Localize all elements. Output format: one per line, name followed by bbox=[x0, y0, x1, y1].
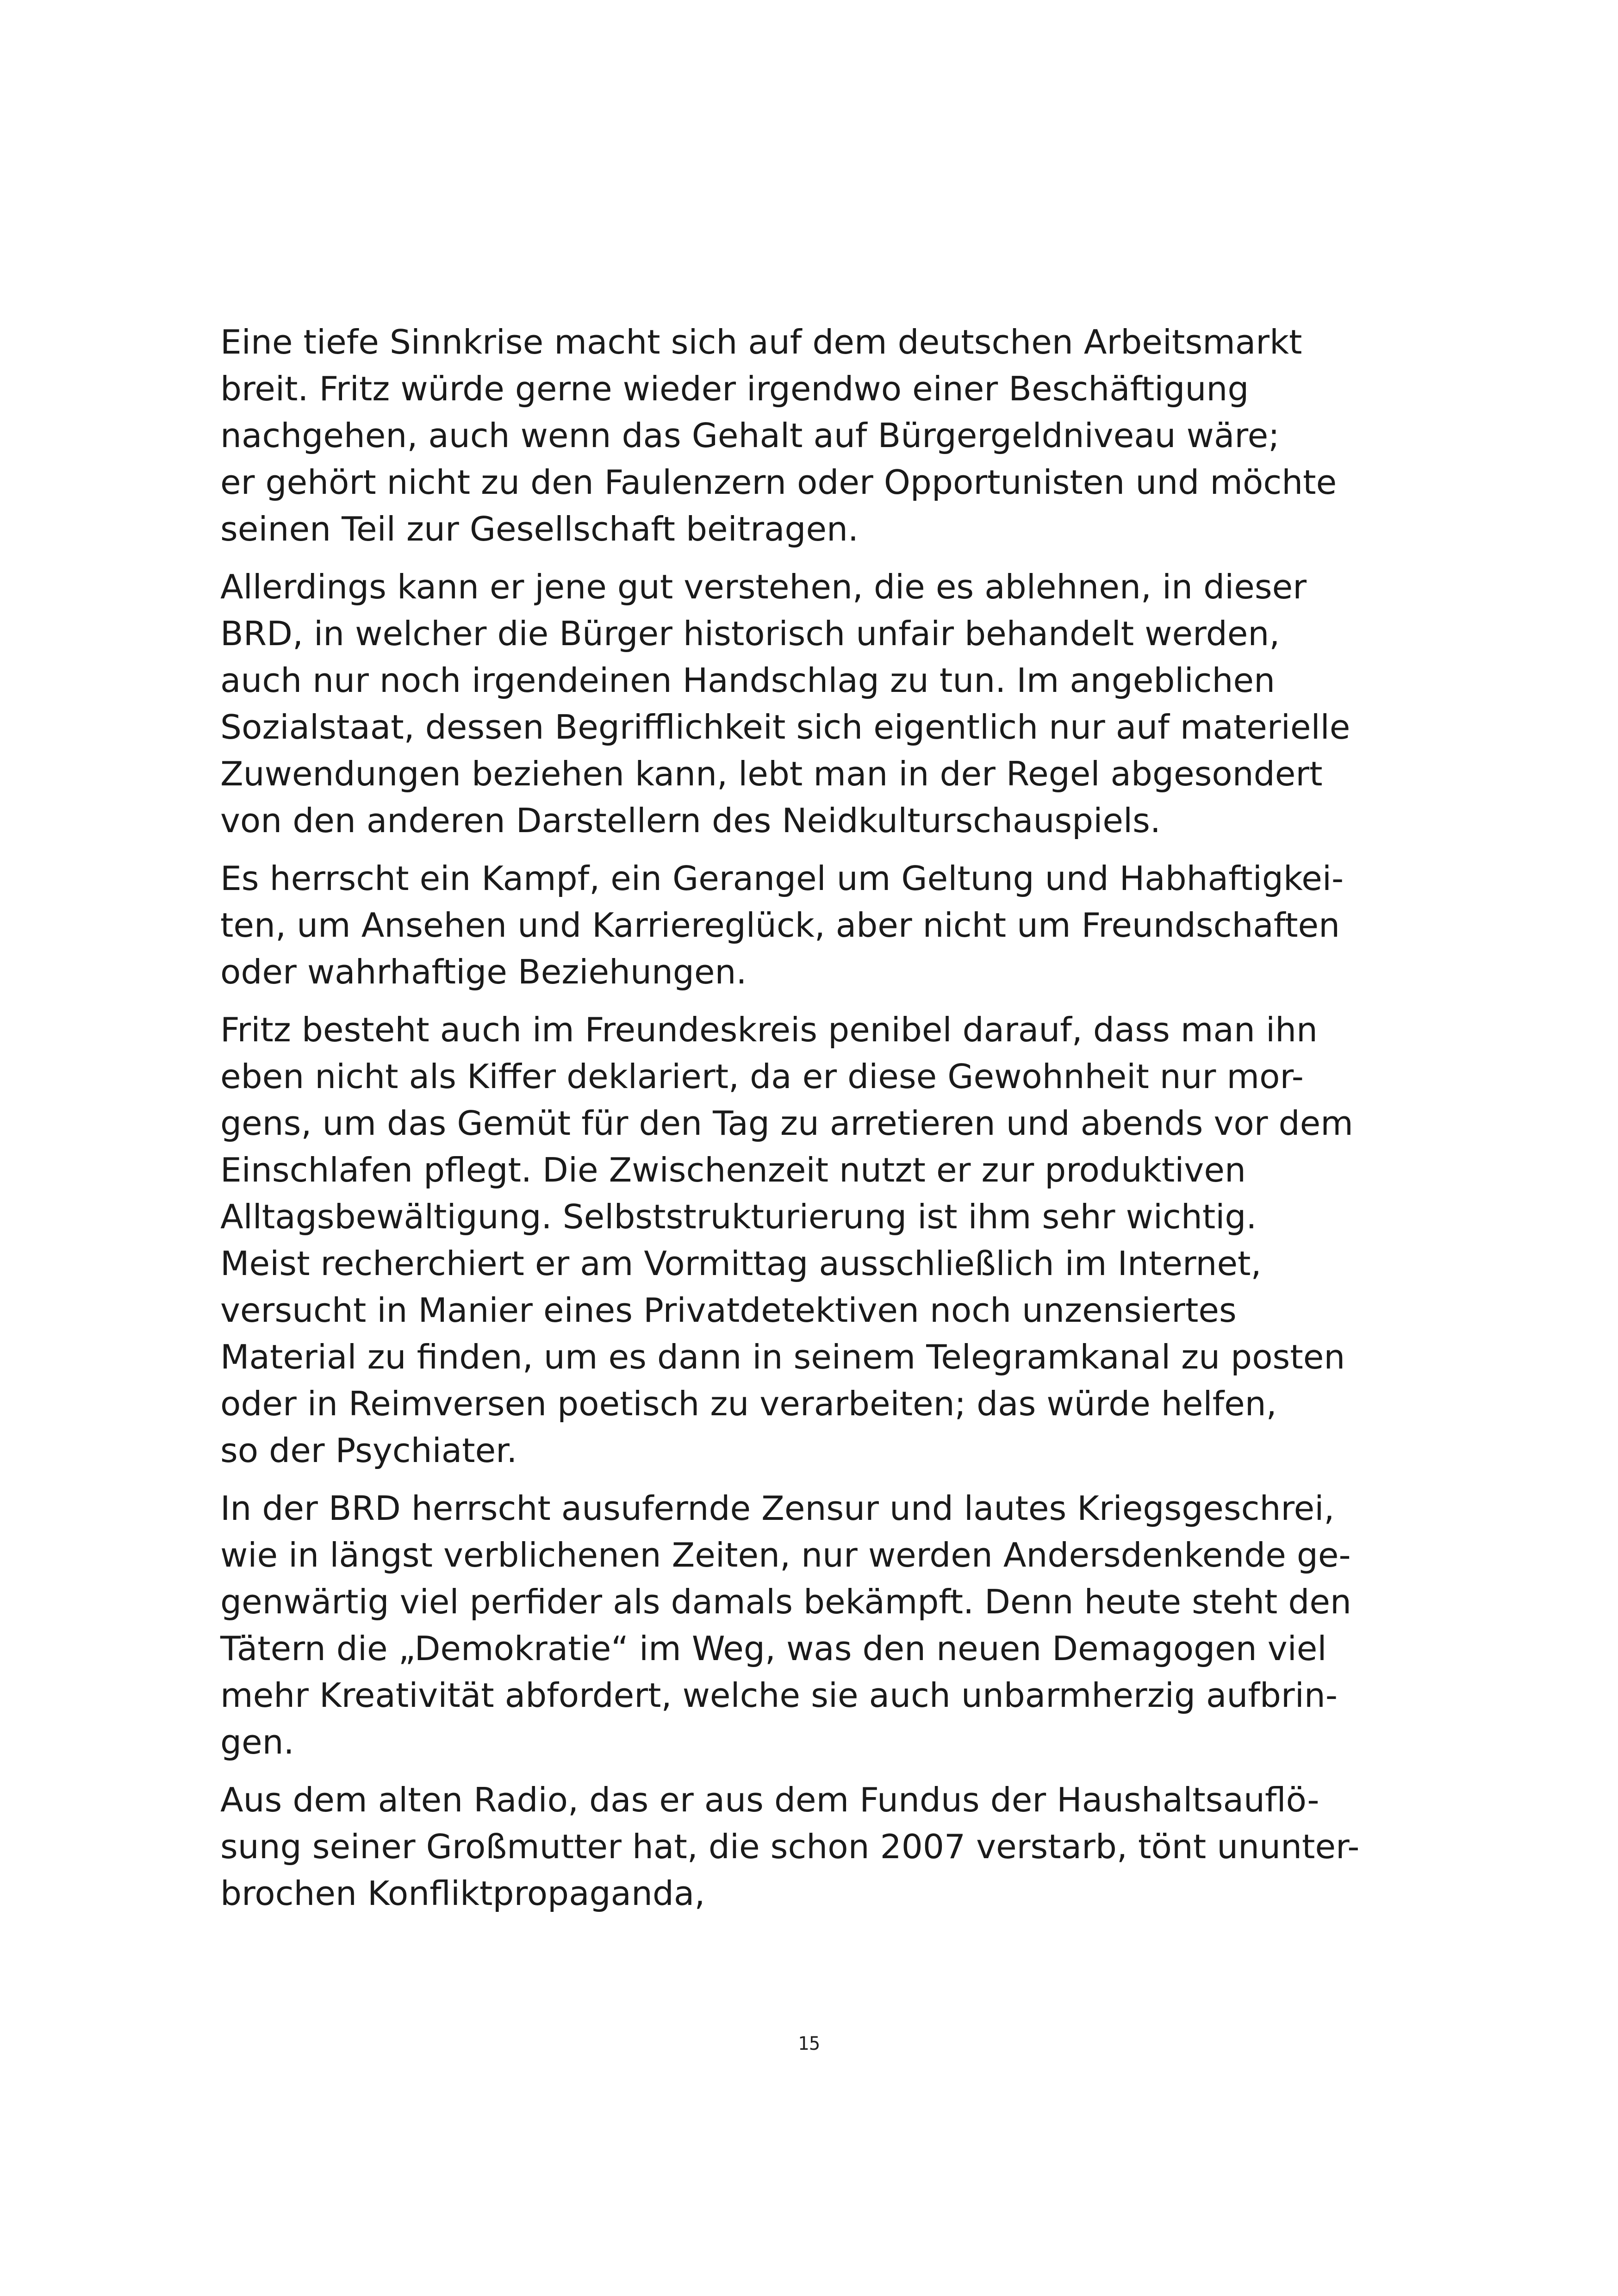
text-line: breit. Fritz würde gerne wieder irgendwo einer Beschäftigung bbox=[220, 370, 1249, 409]
text-line: Allerdings kann er jene gut verstehen, die es ablehnen, in dieser bbox=[220, 568, 1307, 607]
text-line: Sozialstaat, dessen Begrifflichkeit sich eigentlich nur auf materielle bbox=[220, 708, 1350, 747]
text-line: BRD, in welcher die Bürger historisch unfair behandelt werden, bbox=[220, 615, 1280, 653]
text-line: Einschlafen pflegt. Die Zwischenzeit nutzt er zur produktiven bbox=[220, 1151, 1246, 1190]
text-line: oder in Reimversen poetisch zu verarbeiten; das würde helfen, bbox=[220, 1385, 1277, 1424]
text-line: Zuwendungen beziehen kann, lebt man in der Regel abgesondert bbox=[220, 755, 1323, 794]
text-line: brochen Konfliktpropaganda, bbox=[220, 1874, 705, 1913]
text-line: Alltagsbewältigung. Selbststrukturierung ist ihm sehr wichtig. bbox=[220, 1198, 1257, 1237]
text-line: sung seiner Großmutter hat, die schon 2007 verstarb, tönt ununter- bbox=[220, 1828, 1360, 1867]
text-line: gen. bbox=[220, 1723, 294, 1762]
text-line: er gehört nicht zu den Faulenzern oder Opportunisten und möchte bbox=[220, 463, 1337, 502]
paragraph bbox=[220, 1007, 1424, 1475]
text-line: oder wahrhaftige Beziehungen. bbox=[220, 953, 747, 992]
paragraph bbox=[220, 319, 1424, 553]
paragraph bbox=[220, 1486, 1424, 1766]
text-line: wie in längst verblichenen Zeiten, nur werden Andersdenkende ge- bbox=[220, 1536, 1351, 1575]
paragraph bbox=[220, 856, 1424, 996]
body-text bbox=[220, 319, 1424, 1929]
text-line: In der BRD herrscht ausufernde Zensur und lautes Kriegsgeschrei, bbox=[220, 1489, 1335, 1528]
text-line: so der Psychiater. bbox=[220, 1431, 517, 1470]
text-line: genwärtig viel perfider als damals bekämpft. Denn heute steht den bbox=[220, 1583, 1351, 1622]
text-line: ten, um Ansehen und Karriereglück, aber nicht um Freundschaften bbox=[220, 906, 1340, 945]
text-line: Tätern die „Demokratie“ im Weg, was den neuen Demagogen viel bbox=[220, 1630, 1327, 1668]
text-line: versucht in Manier eines Privatdetektiven noch unzensiertes bbox=[220, 1291, 1237, 1330]
text-line: Aus dem alten Radio, das er aus dem Fundus der Haushaltsauflö- bbox=[220, 1781, 1319, 1820]
text-line: gens, um das Gemüt für den Tag zu arretieren und abends vor dem bbox=[220, 1104, 1353, 1143]
text-line: mehr Kreativität abfordert, welche sie auch unbarmherzig aufbrin- bbox=[220, 1676, 1338, 1715]
paragraph bbox=[220, 564, 1424, 845]
text-line: seinen Teil zur Gesellschaft beitragen. bbox=[220, 510, 859, 549]
page-number: 15 bbox=[797, 2033, 821, 2054]
text-line: Material zu finden, um es dann in seinem Telegramkanal zu posten bbox=[220, 1338, 1345, 1377]
text-line: Eine tiefe Sinnkrise macht sich auf dem deutschen Arbeitsmarkt bbox=[220, 323, 1302, 362]
text-line: nachgehen, auch wenn das Gehalt auf Bürgergeldniveau wäre; bbox=[220, 417, 1280, 455]
text-line: Es herrscht ein Kampf, ein Gerangel um Geltung und Habhaftigkei- bbox=[220, 859, 1344, 898]
text-line: eben nicht als Kiffer deklariert, da er diese Gewohnheit nur mor- bbox=[220, 1058, 1304, 1096]
paragraph bbox=[220, 1777, 1424, 1917]
text-line: auch nur noch irgendeinen Handschlag zu tun. Im angeblichen bbox=[220, 661, 1276, 700]
text-line: Fritz besteht auch im Freundeskreis penibel darauf, dass man ihn bbox=[220, 1011, 1318, 1050]
text-line: Meist recherchiert er am Vormittag ausschließlich im Internet, bbox=[220, 1244, 1262, 1283]
text-line: von den anderen Darstellern des Neidkulturschauspiels. bbox=[220, 802, 1161, 840]
